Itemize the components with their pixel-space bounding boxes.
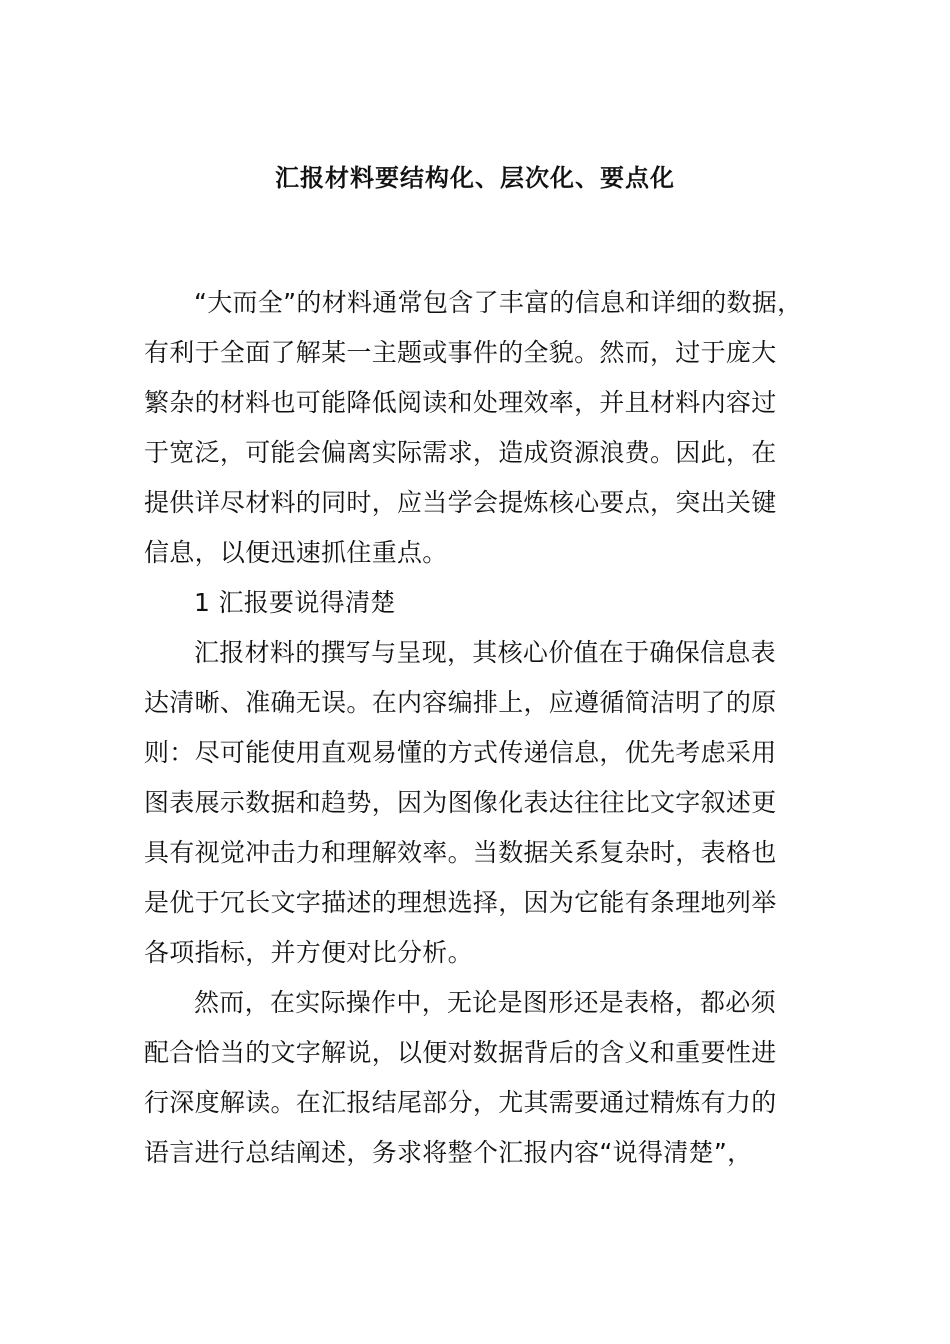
paragraph-line: 提供详尽材料的同时，应当学会提炼核心要点，突出关键: [144, 488, 777, 517]
paragraph-line: 有利于全面了解某一主题或事件的全貌。然而，过于庞大: [144, 338, 777, 367]
paragraph-line: 图表展示数据和趋势，因为图像化表达往往比文字叙述更: [144, 788, 777, 817]
paragraph-line: 则：尽可能使用直观易懂的方式传递信息，优先考虑采用: [144, 738, 777, 767]
paragraph-line: 行深度解读。在汇报结尾部分，尤其需要通过精炼有力的: [144, 1088, 777, 1117]
paragraph-line: 然而，在实际操作中，无论是图形还是表格，都必须: [194, 988, 776, 1017]
paragraph-line: 配合恰当的文字解说，以便对数据背后的含义和重要性进: [144, 1038, 777, 1067]
paragraph-line: “大而全”的材料通常包含了丰富的信息和详细的数据，: [194, 288, 803, 317]
paragraph-line: 是优于冗长文字描述的理想选择，因为它能有条理地列举: [144, 888, 777, 917]
paragraph-line: 达清晰、准确无误。在内容编排上，应遵循简洁明了的原: [144, 688, 777, 717]
paragraph-line: 于宽泛，可能会偏离实际需求，造成资源浪费。因此，在: [144, 438, 777, 467]
paragraph-line: 语言进行总结阐述，务求将整个汇报内容“说得清楚”，: [144, 1138, 753, 1167]
paragraph-line: 各项指标，并方便对比分析。: [144, 938, 473, 967]
paragraph-line: 具有视觉冲击力和理解效率。当数据关系复杂时，表格也: [144, 838, 777, 867]
paragraph-line: 汇报材料的撰写与呈现，其核心价值在于确保信息表: [194, 638, 776, 667]
paragraph-line: 繁杂的材料也可能降低阅读和处理效率，并且材料内容过: [144, 388, 777, 417]
document-title: 汇报材料要结构化、层次化、要点化: [275, 164, 675, 192]
paragraph-line: 信息，以便迅速抓住重点。: [144, 538, 448, 567]
section-heading: 1 汇报要说得清楚: [194, 588, 396, 617]
document-body: [144, 278, 809, 1178]
